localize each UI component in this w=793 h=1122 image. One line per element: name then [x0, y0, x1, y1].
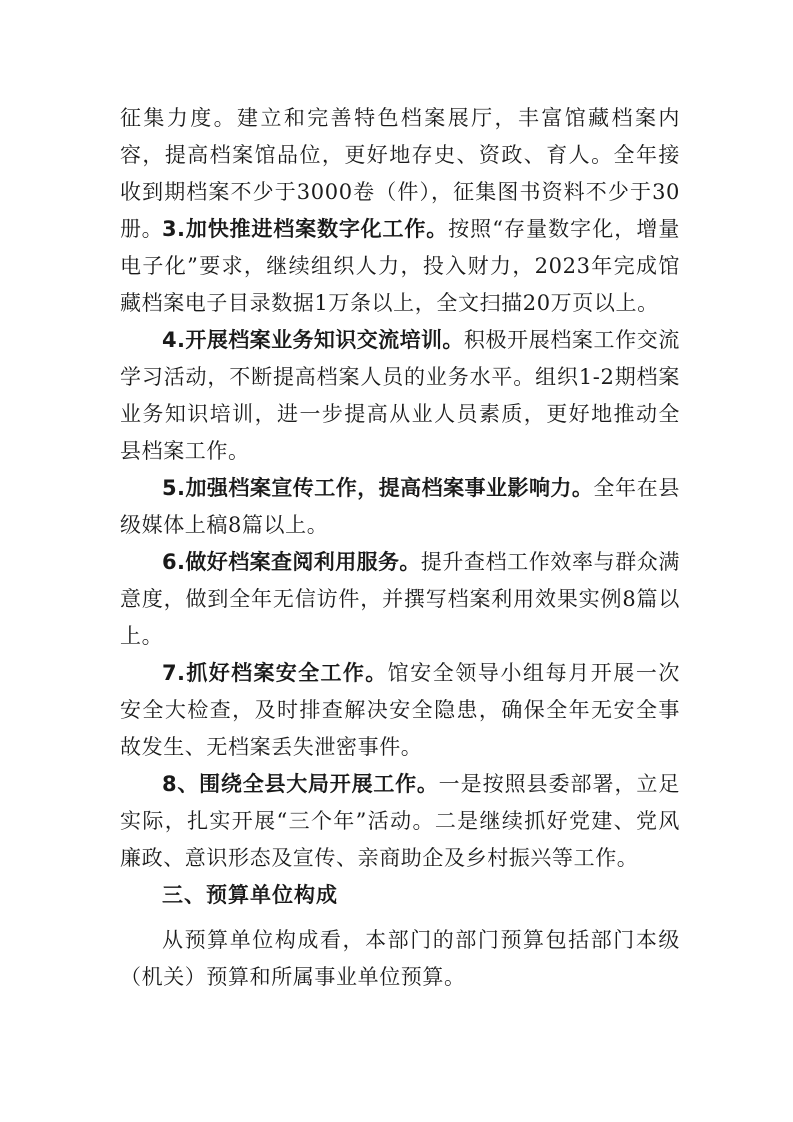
paragraph-text: 按照“存量数字化，增量电子化”要求，继续组织人力，投入财力，2023年完成馆藏档案电子目录数据1万条以上，全文扫描20万页以上。	[120, 217, 680, 315]
paragraph-county-overall	[120, 766, 680, 877]
paragraph-digitization	[120, 211, 680, 322]
paragraph-text: 积极开展档案工作交流学习活动，不断提高档案人员的业务水平。组织1-2期档案业务知识培训，进一步提高从业人员素质，更好地推动全县档案工作。	[120, 328, 681, 463]
paragraph-budget-units	[120, 922, 680, 996]
paragraph-text: 征集力度。建立和完善特色档案展厅，丰富馆藏档案内容，提高档案馆品位，更好地存史、资政、育人。全年接收到期档案不少于3000卷（件），征集图书资料不少于30册。	[120, 106, 680, 241]
paragraph-publicity	[120, 470, 680, 544]
paragraph-text: 从预算单位构成看，本部门的部门预算包括部门本级（机关）预算和所属事业单位预算。	[120, 928, 680, 989]
paragraph-lead: 7.抓好档案安全工作。	[162, 661, 388, 685]
section-heading: 三、预算单位构成	[162, 883, 338, 907]
paragraph-training	[120, 322, 680, 470]
paragraph-lead: 3.加快推进档案数字化工作。	[162, 217, 449, 241]
paragraph-safety	[120, 655, 680, 766]
paragraph-text: 一是按照县委部署，立足实际，扎实开展“三个年”活动。二是继续抓好党建、党风廉政、意识形态及宣传、亲商助企及乡村振兴等工作。	[120, 772, 681, 870]
paragraph-text: 全年在县级媒体上稿8篇以上。	[120, 476, 680, 537]
paragraph-text: 馆安全领导小组每月开展一次安全大检查，及时排查解决安全隐患，确保全年无安全事故发生、无档案丢失泄密事件。	[120, 661, 680, 759]
paragraph-lead: 6.做好档案查阅利用服务。	[162, 550, 421, 574]
paragraph-access-service	[120, 544, 680, 655]
paragraph-lead: 8、围绕全县大局开展工作。	[162, 772, 439, 796]
paragraph-lead: 5.加强档案宣传工作，提高档案事业影响力。	[162, 476, 594, 500]
paragraph-lead: 4.开展档案业务知识交流培训。	[162, 328, 464, 352]
paragraph-text: 提升查档工作效率与群众满意度，做到全年无信访件，并撰写档案利用效果实例8篇以上。	[120, 550, 680, 648]
